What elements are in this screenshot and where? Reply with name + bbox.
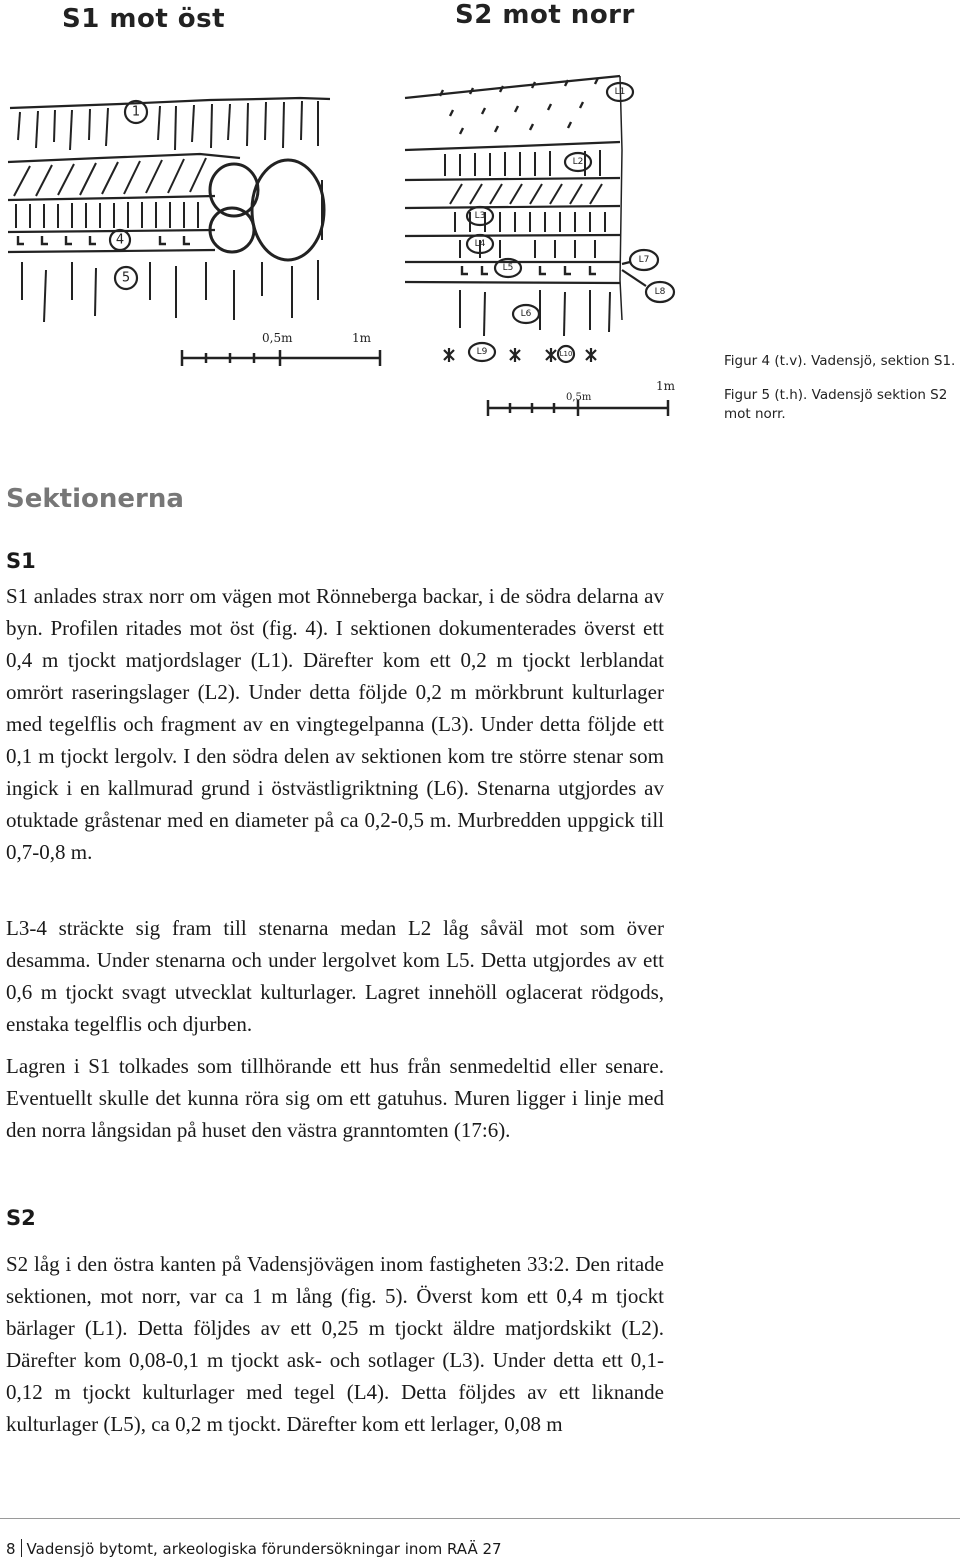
s2-label-l7: L7	[638, 255, 650, 265]
s2-lower-hatch	[460, 290, 610, 336]
s2-heading: S2	[6, 1206, 36, 1230]
s2-layer-l3-hatch	[450, 184, 602, 204]
s1-surface-line	[10, 98, 330, 108]
s2-label-l8: L8	[654, 287, 666, 297]
s2-surface-line	[405, 76, 620, 98]
s1-label-1: 1	[131, 104, 141, 120]
s1-paragraph-2: L3-4 sträckte sig fram till stenarna medan L2 låg såväl mot som över desamma. Under stenarna och under lergolvet kom L5. Detta utgjordes av ett 0,6 m tjockt svagt utvecklat kulturlager. Lagret innehöll oglacerat rödgods, enstaka tegelflis och djurben.	[6, 916, 664, 1036]
publication-title: Vadensjö bytomt, arkeologiska förundersökningar inom RAÄ 27	[26, 1540, 502, 1558]
s2-scale-label-half: 0,5m	[566, 392, 592, 403]
s2-label-l10: L10	[559, 350, 573, 358]
s2-section-drawing	[405, 76, 674, 362]
s1-paragraph-1: S1 anlades strax norr om vägen mot Rönneberga backar, i de södra delarna av byn. Profilen ritades mot öst (fig. 4). I sektionen dokumenterades överst ett 0,4 m tjockt matjordslager (L1). Därefter kom ett 0,2 m tjockt lerblandat omrört raseringslager (L2). Under detta följde 0,2 m mörkbrunt kulturlager med tegelflis och fragment av en vingtegelpanna (L3). Under detta följde ett 0,1 m tjockt lergolv. I den södra delen av sektionen kom tre större stenar som ingick i en kallmurad grund i östvästligriktning (L6). Stenarna utgjordes av otuktade gråstenar med en diameter på ca 0,2-0,5 m. Murbredden uppgick till 0,7-0,8 m.	[6, 584, 664, 864]
s1-heading: S1	[6, 549, 36, 573]
section-heading: Sektionerna	[6, 484, 184, 514]
s1-foundation-stones	[210, 160, 324, 260]
s1-clay-floor-marks	[18, 236, 190, 244]
s1-scale-label-full: 1m	[352, 331, 372, 345]
s1-scale-bar	[182, 350, 380, 366]
footer-separator	[21, 1539, 22, 1557]
page-footer	[6, 1539, 502, 1558]
s2-label-l4: L4	[474, 239, 486, 249]
s2-label-l2: L2	[572, 157, 584, 167]
s2-label-l9: L9	[476, 347, 488, 357]
s2-paragraph-1: S2 låg i den östra kanten på Vadensjövägen inom fastigheten 33:2. Den ritade sektionen, mot norr, var ca 1 m lång (fig. 5). Överst kom ett 0,4 m tjockt bärlager (L1). Detta följdes av ett 0,25 m tjockt äldre matjordskikt (L2). Därefter kom 0,08-0,1 m tjockt ask- och sotlager (L3). Under detta ett 0,1-0,12 m tjockt kulturlager med tegel (L4). Detta följdes av ett liknande kulturlager (L5), ca 0,2 m tjockt. Därefter kom ett lerlager, 0,08 m	[6, 1252, 664, 1436]
s1-layer-l2-hatch	[14, 158, 206, 196]
figure-s1-title: S1 mot öst	[62, 4, 226, 34]
s2-label-l6: L6	[520, 309, 532, 319]
s2-label-l1: L1	[614, 87, 626, 97]
footer-divider	[0, 1518, 960, 1519]
s1-section-drawing	[8, 98, 330, 322]
s1-layer-l1-hatch	[18, 101, 318, 150]
s2-label-l5: L5	[502, 263, 514, 273]
s2-label-l3: L3	[474, 211, 486, 221]
s1-label-4: 4	[115, 232, 125, 248]
page-number: 8	[6, 1540, 16, 1558]
figure-5-caption: Figur 5 (t.h). Vadensjö sektion S2 mot norr.	[724, 387, 948, 422]
figure-4-caption: Figur 4 (t.v). Vadensjö, sektion S1.	[724, 353, 956, 369]
s2-scale-label-full: 1m	[656, 379, 676, 393]
figure-s2-title: S2 mot norr	[455, 0, 635, 30]
s2-clay-marks	[462, 266, 596, 274]
s1-label-5: 5	[121, 270, 131, 286]
s1-scale-label-half: 0,5m	[262, 331, 293, 345]
s1-layer-l3-hatch	[16, 202, 198, 228]
s1-paragraph-3: Lagren i S1 tolkades som tillhörande ett hus från senmedeltid eller senare. Eventuellt skulle det kunna röra sig om ett gatuhus. Muren ligger i linje med den norra långsidan på huset den västra granntomten (17:6).	[6, 1054, 664, 1142]
